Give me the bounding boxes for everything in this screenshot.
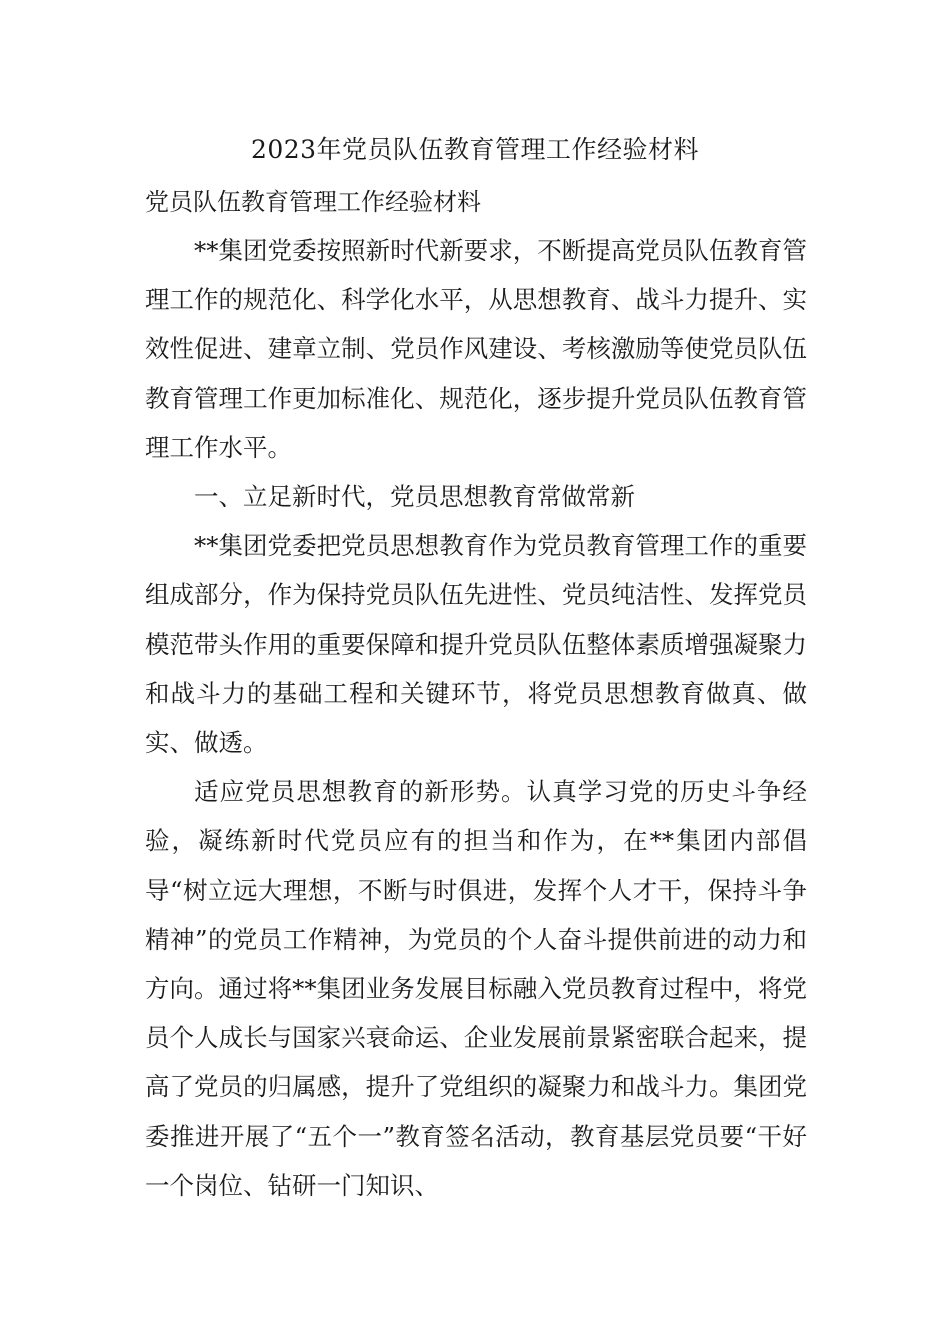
document-title: 2023年党员队伍教育管理工作经验材料 — [250, 135, 700, 164]
paragraph-section-1: **集团党委把党员思想教育作为党员教育管理工作的重要组成部分，作为保持党员队伍先进性、党员纯洁性、发挥党员模范带头作用的重要保障和提升党员队伍整体素质增强凝聚力和战斗力的基础工程和关键环节，将党员思想教育做真、做实、做透。 — [145, 531, 807, 758]
section-heading-1: 一、立足新时代，党员思想教育常做常新 — [194, 482, 635, 512]
document-subtitle: 党员队伍教育管理工作经验材料 — [145, 188, 481, 216]
paragraph-intro: **集团党委按照新时代新要求，不断提高党员队伍教育管理工作的规范化、科学化水平，从思想教育、战斗力提升、实效性促进、建章立制、党员作风建设、考核激励等使党员队伍教育管理工作更加标准化、规范化，逐步提升党员队伍教育管理工作水平。 — [145, 236, 807, 462]
paragraph-thought-education: 适应党员思想教育的新形势。认真学习党的历史斗争经验，凝练新时代党员应有的担当和作为，在**集团内部倡导“树立远大理想，不断与时俱进，发挥个人才干，保持斗争精神”的党员工作精神，为党员的个人奋斗提供前进的动力和方向。通过将**集团业务发展目标融入党员教育过程中，将党员个人成长与国家兴衰命运、企业发展前景紧密联合起来，提高了党员的归属感，提升了党组织的凝聚力和战斗力。集团党委推进开展了“五个一”教育签名活动，教育基层党员要“干好一个岗位、钻研一门知识、 — [145, 777, 807, 1200]
document-body — [145, 226, 807, 1210]
